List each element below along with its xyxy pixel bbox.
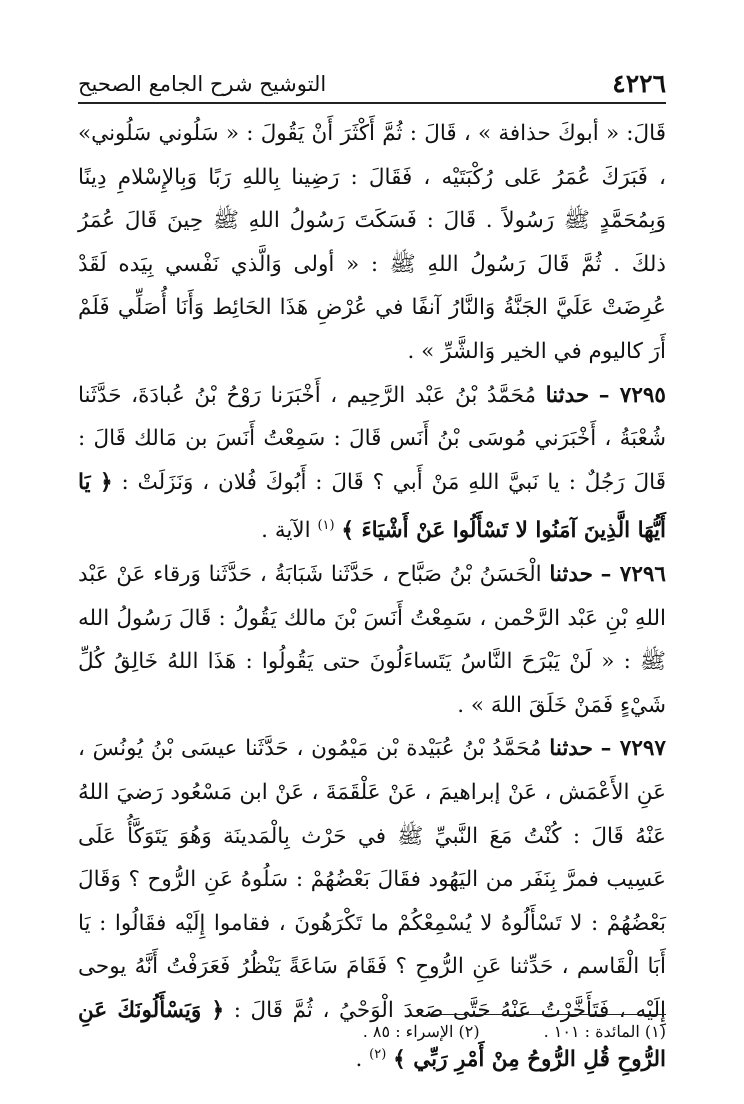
paragraph xyxy=(78,553,666,727)
footnote-2: (٢) الإسراء : ٨٥ . xyxy=(362,1022,480,1041)
paragraph xyxy=(78,374,666,554)
paragraph-text: . xyxy=(355,1046,363,1072)
narration-keyword: حدثنا xyxy=(549,736,593,762)
hadith-number: ٧٢٩٦ – xyxy=(600,562,666,588)
running-title: التوشيح شرح الجامع الصحيح xyxy=(78,72,327,96)
hadith-number: ٧٢٩٧ – xyxy=(600,736,666,762)
quran-verse: ﴿ يَا أَيُّهَا الَّذِينَ آمَنُوا لا تَسْأَلُوا عَنْ أَشْيَاءَ ﴾ xyxy=(78,469,666,544)
paragraph xyxy=(78,112,666,374)
paragraph-text: الآية . xyxy=(261,518,311,544)
footnotes xyxy=(78,1022,666,1041)
page-number: ٤٢٢٦ xyxy=(612,69,666,98)
paragraph-text: مُحَمَّدُ بْنُ عُبَيْدة بْن مَيْمُون ، حَدَّثَنا عيسَى بْنُ يُونُسَ ، عَنِ الأَعْمَش ، عَنْ إبراهيمَ ، عَنْ عَلْقَمَةَ ، عَنْ ابن مَسْعُود رَضيَ اللهُ عَنْهُ قَالَ : كُنْتُ مَعَ النَّبيِّ ﷺ في حَرْث بِالْمَدينَة وَهُوَ يَتَوَكَّأُ عَلَى عَسِيب فمرَّ بِنَفَر من اليَهُود فقَالَ بَعْضُهُمْ : سَلُوهُ عَنِ الرُّوح ؟ وَقَالَ بَعْضُهُمْ : لا تَسْأَلُوهُ لا يُسْمِعْكُمْ ما تَكْرَهُونَ ، فقاموا إِلَيْه فقَالُوا : يَا أَبَا الْقَاسم ، حَدِّثنا عَنِ الرُّوحِ ؟ فَقَامَ سَاعَةً يَنْظُرُ فَعَرَفْتُ أَنَّهُ يوحى إِلَيْه ، فَتَأَخَّرْتُ عَنْهُ حَتَّى صَعدَ الْوَحْيُ ، ثُمَّ قَالَ : xyxy=(78,736,666,1024)
paragraph-text: مُحَمَّدُ بْنُ عَبْد الرَّحِيم ، أَخْبَرَنا رَوْحُ بْنُ عُبادَةَ، حَدَّثَنا شُعْبَةُ ، أَخْبَرَني مُوسَى بْنُ أَنَس قَالَ : سَمِعْتُ أَنَسَ بن مَالك قَالَ : قَالَ رَجُلٌ : يا نَبيَّ اللهِ مَنْ أَبي ؟ قَالَ : أَبُوكَ فُلان ، وَنَزَلَتْ : xyxy=(78,382,666,495)
footnote-divider xyxy=(426,1014,666,1015)
footnote-ref: (٢) xyxy=(369,1046,387,1062)
narration-keyword: حدثنا xyxy=(545,382,590,408)
page-body xyxy=(78,112,666,1081)
quran-verse: ﴿ وَيَسْأَلُونَكَ عَنِ الرُّوحِ قُلِ الرُّوحُ مِنْ أَمْرِ رَبِّي ﴾ xyxy=(78,998,666,1072)
footnote-ref: (١) xyxy=(317,518,335,534)
page-header xyxy=(78,62,666,104)
paragraph-text: الْحَسَنُ بْنُ صَبَّاح ، حَدَّثَنا شَبَابَةُ ، حَدَّثَنا وَرقاء عَنْ عَبْد اللهِ بْنِ عَبْد الرَّحْمن ، سَمِعْتُ أَنَسَ بْنَ مالك يَقُولُ : قَالَ رَسُولُ الله ﷺ : « لَنْ يَبْرَحَ النَّاسُ يَتَساءَلُونَ حتى يَقُولُوا : هَذَا اللهُ خَالِقُ كُلِّ شَيْءٍ فَمَنْ خَلَقَ اللهَ » . xyxy=(78,562,666,718)
narration-keyword: حدثنا xyxy=(549,562,593,588)
footnote-1: (١) المائدة : ١٠١ . xyxy=(543,1022,666,1041)
paragraph-text: قَالَ: « أبوكَ حذافة » ، قَالَ : ثُمَّ أَكْثَرَ أَنْ يَقُولَ : « سَلُوني سَلُوني» ، فَبَرَكَ عُمَرُ عَلى رُكْبَتَيْه ، فَقَالَ : رَضِينا بِاللهِ رَبًا وَبِالإِسْلامِ دِينًا وَبِمُحَمَّدٍ ﷺ رَسُولاً . قَالَ : فَسَكَتَ رَسُولُ اللهِ ﷺ حِينَ قَالَ عُمَرُ ذلكَ . ثُمَّ قَالَ رَسُولُ اللهِ ﷺ : « أولى وَالَّذي نَفْسي بِيَده لَقَدْ عُرِضَتْ عَلَيَّ الجَنَّةُ وَالنَّارُ آنفًا في عُرْضِ هَذَا الحَائِط وَأَنَا أُصَلِّي فَلَمْ أَرَ كاليوم في الخير وَالشَّرِّ » . xyxy=(78,121,666,364)
hadith-number: ٧٢٩٥ – xyxy=(598,382,666,408)
